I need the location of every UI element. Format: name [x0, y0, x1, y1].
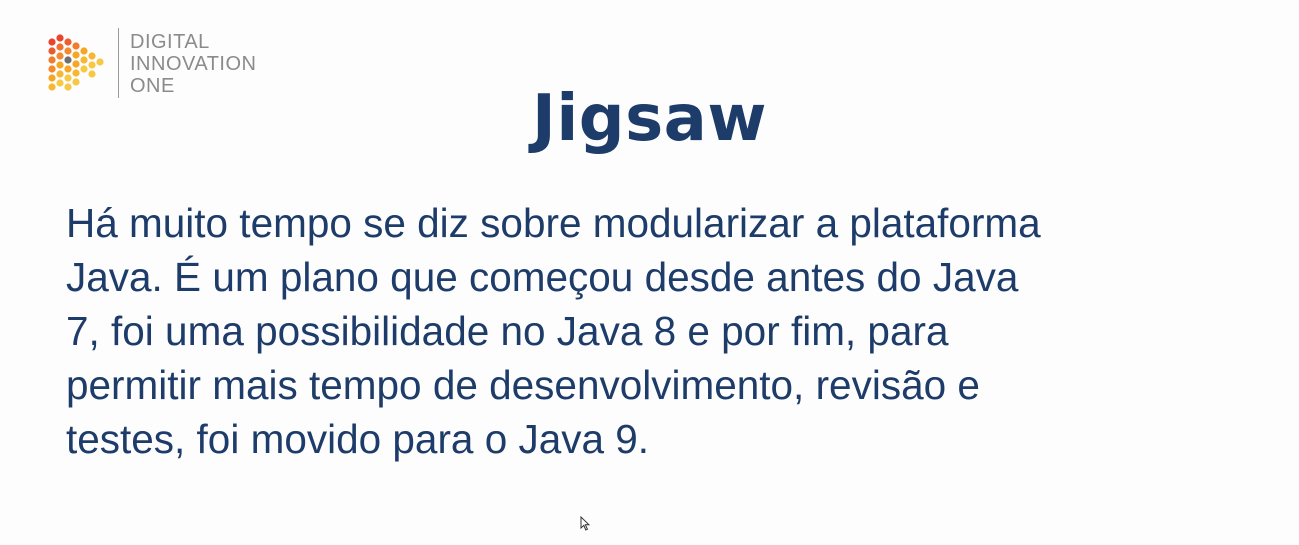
- paragraph-line-3: 7, foi uma possibilidade no Java 8 e por fim, para: [66, 308, 949, 354]
- logo-line-2: INNOVATION: [130, 53, 257, 75]
- slide-title: Jigsaw: [532, 81, 767, 156]
- paragraph-line-5: testes, foi movido para o Java 9.: [66, 416, 650, 462]
- logo-line-3: ONE: [130, 75, 175, 97]
- mouse-pointer-icon: [580, 516, 590, 531]
- paragraph-line-4: permitir mais tempo de desenvolvimento, revisão e: [66, 362, 980, 408]
- logo-line-1: DIGITAL: [130, 31, 210, 53]
- slide-paragraph: [66, 196, 1286, 466]
- paragraph-line-2: Java. É um plano que começou desde antes do Java: [66, 254, 1019, 300]
- paragraph-line-1: Há muito tempo se diz sobre modularizar a plataforma: [66, 200, 1041, 246]
